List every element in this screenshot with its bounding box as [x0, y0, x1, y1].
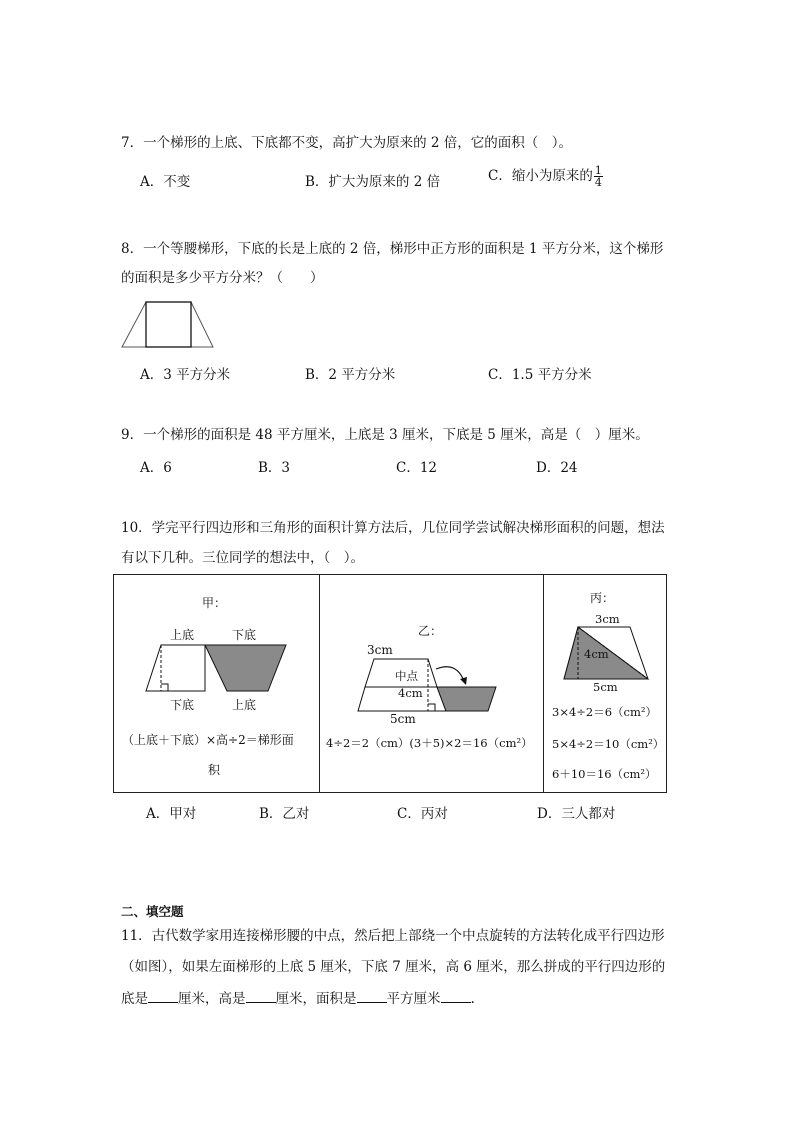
- q7-option-b[interactable]: B．扩大为原来的 2 倍: [305, 174, 441, 190]
- q11-part-c: 厘米，面积是: [275, 991, 357, 1007]
- q10-text-line1: 10．学完平行四边形和三角形的面积计算方法后，几位同学尝试解决梯形面积的问题，想法: [121, 520, 665, 536]
- q8-trapezoid-figure: [120, 300, 215, 350]
- q10-option-b[interactable]: B．乙对: [259, 806, 310, 822]
- yi-rotation-arrow: [436, 667, 464, 681]
- jia-left-trapezoid: [146, 645, 205, 691]
- q10-option-a[interactable]: A．甲对: [146, 806, 197, 822]
- q11-blank-base[interactable]: [148, 988, 178, 1003]
- q11-blank-area[interactable]: [357, 988, 387, 1003]
- bing-formula-3: 6＋10＝16（cm²）: [552, 767, 657, 781]
- q9-option-d[interactable]: D．24: [536, 460, 578, 476]
- yi-figure: [356, 655, 506, 715]
- section-2-title: 二、填空题: [121, 904, 184, 919]
- q8-text-line1: 8．一个等腰梯形，下底的长是上底的 2 倍，梯形中正方形的面积是 1 平方分米，这个梯形: [121, 241, 664, 257]
- q11-part-e: .: [470, 991, 475, 1007]
- q11-part-b: 厘米，高是: [178, 991, 246, 1007]
- jia-label-bottom-left: 下底: [170, 698, 195, 712]
- jia-cell: [114, 575, 320, 792]
- jia-figure: [144, 643, 289, 695]
- q8-square: [146, 302, 191, 347]
- q10-ideas-table: [113, 574, 667, 793]
- q9-option-a[interactable]: A．6: [140, 460, 172, 476]
- q11-blank-height[interactable]: [246, 988, 276, 1003]
- q11-text-line1: 11．古代数学家用连接梯形腰的中点，然后把上部绕一个中点旋转的方法转化成平行四边形: [121, 928, 665, 944]
- jia-label-top-right: 下底: [232, 628, 257, 642]
- q8-option-c[interactable]: C．1.5 平方分米: [488, 367, 592, 383]
- q11-part-a: 底是: [121, 991, 148, 1007]
- jia-label-bottom-right: 上底: [232, 698, 257, 712]
- q7-fraction: [594, 165, 603, 188]
- yi-title: 乙：: [418, 624, 443, 638]
- q7-fraction-den: 4: [594, 176, 602, 189]
- bing-title: 丙：: [590, 591, 615, 605]
- q11-text-line2: （如图），如果左面梯形的上底 5 厘米，下底 7 厘米，高 6 厘米，那么拼成的平行四边形的: [121, 959, 666, 975]
- bing-label-bottom: 5cm: [593, 680, 618, 694]
- yi-cell: [320, 575, 544, 792]
- jia-label-top-left: 上底: [170, 628, 195, 642]
- bing-label-top: 3cm: [595, 612, 620, 626]
- q8-trapezoid: [122, 302, 213, 347]
- jia-formula-line1: （上底＋下底）×高÷2＝梯形面: [122, 733, 294, 747]
- q9-text: 9．一个梯形的面积是 48 平方厘米，上底是 3 厘米，下底是 5 厘米，高是（ ）厘米。: [121, 427, 649, 443]
- yi-label-height: 4cm: [398, 686, 423, 700]
- q7-option-c[interactable]: [488, 164, 603, 188]
- bing-formula-1: 3×4÷2＝6（cm²）: [552, 705, 657, 719]
- q7-option-c-label: C．缩小为原来的: [488, 168, 593, 184]
- bing-label-height: 4cm: [584, 647, 609, 661]
- yi-rotated-part: [437, 687, 496, 711]
- q8-option-a[interactable]: A．3 平方分米: [140, 367, 231, 383]
- q8-option-b[interactable]: B．2 平方分米: [305, 367, 396, 383]
- jia-formula-line2: 积: [208, 763, 221, 777]
- yi-label-top: 3cm: [367, 643, 393, 657]
- q11-blank-extra[interactable]: [441, 988, 471, 1003]
- jia-right-trapezoid: [205, 645, 286, 691]
- q9-option-b[interactable]: B．3: [258, 460, 291, 476]
- jia-title: 甲：: [202, 596, 227, 610]
- yi-arrow-head: [460, 677, 467, 685]
- q8-text-line2: 的面积是多少平方分米？（ ）: [121, 270, 324, 286]
- bing-formula-2: 5×4÷2＝10（cm²）: [552, 737, 665, 751]
- q10-option-c[interactable]: C．丙对: [397, 806, 448, 822]
- q10-text-line2: 有以下几种。三位同学的想法中，（ ）。: [121, 550, 364, 566]
- q11-text-line3: [121, 988, 475, 1009]
- q7-fraction-num: 1: [594, 164, 602, 177]
- q7-option-a[interactable]: A．不变: [140, 174, 191, 190]
- q7-text: 7．一个梯形的上底、下底都不变，高扩大为原来的 2 倍，它的面积（ ）。: [121, 135, 573, 151]
- yi-formula: 4÷2＝2（cm）(3＋5)×2＝16（cm²）: [326, 736, 533, 750]
- q9-option-c[interactable]: C．12: [396, 460, 438, 476]
- yi-label-midpoint: 中点: [395, 669, 418, 683]
- bing-cell: [544, 575, 668, 792]
- q11-part-d: 平方厘米: [386, 991, 441, 1007]
- q10-option-d[interactable]: D．三人都对: [537, 806, 616, 822]
- yi-label-bottom: 5cm: [390, 712, 416, 726]
